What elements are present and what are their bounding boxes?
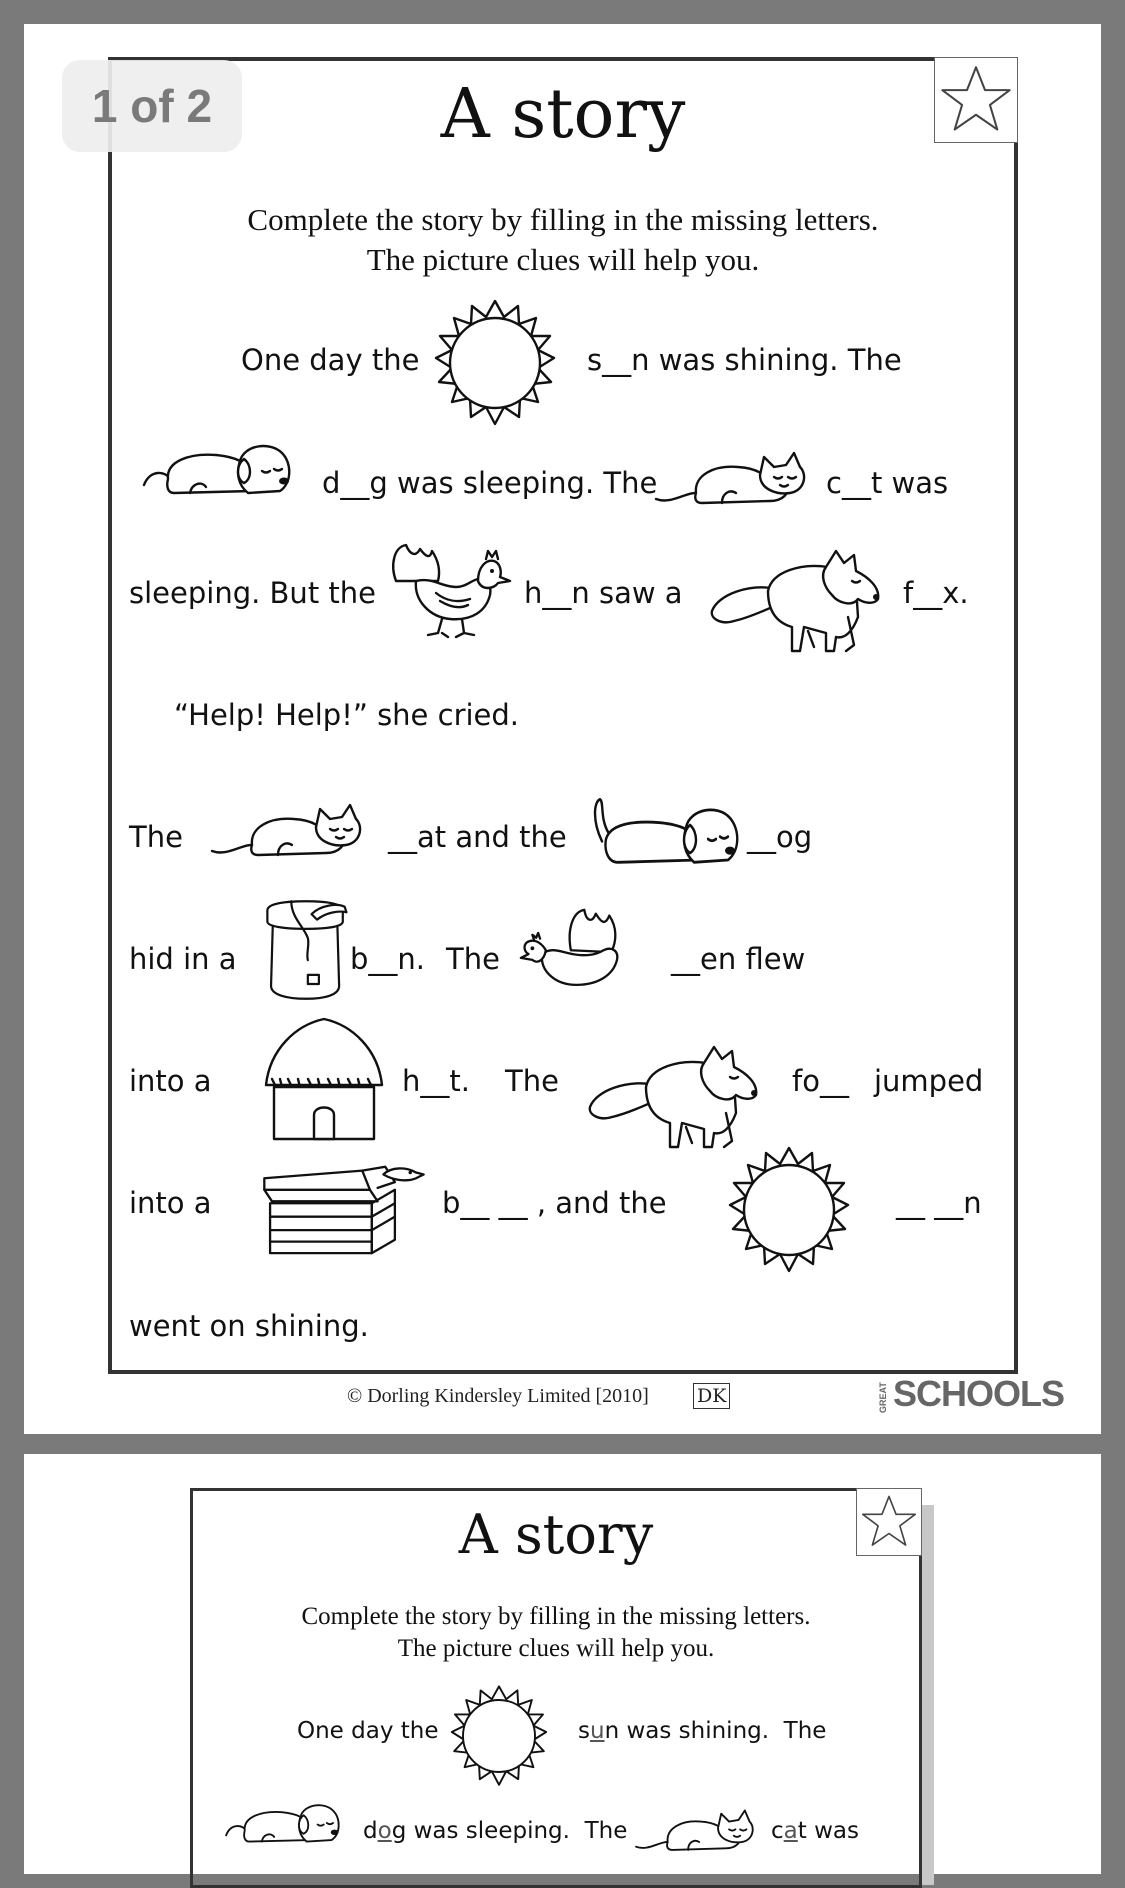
box-icon <box>262 1161 426 1257</box>
answer-worksheet-frame <box>190 1488 922 1888</box>
answer-page-title: A story <box>458 1503 654 1566</box>
dog-icon <box>590 797 750 867</box>
story-text: dog was sleeping. The <box>363 1818 628 1844</box>
sun-icon <box>430 298 560 428</box>
frame-shadow <box>920 1505 934 1885</box>
story-text: d__g was sleeping. The <box>322 466 658 500</box>
story-text: “Help! Help!” she cried. <box>174 698 520 732</box>
cat-icon <box>208 801 368 861</box>
story-text: b__n. <box>350 942 426 976</box>
story-text: The <box>129 820 183 854</box>
story-text: fo__ <box>792 1064 849 1098</box>
filled-letter: a <box>783 1818 798 1844</box>
greatschools-logo: SCHOOLS <box>893 1373 1065 1414</box>
story-text: The <box>505 1064 559 1098</box>
filled-letter: u <box>589 1718 605 1744</box>
story-text: __og <box>747 820 813 854</box>
great-label: GREAT <box>878 1382 888 1413</box>
story-text: __ __n <box>896 1186 982 1220</box>
page-indicator: 1 of 2 <box>62 60 242 152</box>
sun-icon <box>724 1145 854 1275</box>
dog-icon <box>140 439 300 499</box>
story-text: __at and the <box>388 820 567 854</box>
story-text: sun was shining. The <box>578 1718 827 1744</box>
story-text: went on shining. <box>129 1309 369 1343</box>
cat-icon <box>633 1807 759 1855</box>
dk-logo: DK <box>693 1383 730 1409</box>
story-text: c__t was <box>826 466 949 500</box>
instruction-line: The picture clues will help you. <box>366 241 760 277</box>
answer-instructions <box>193 1601 919 1665</box>
story-text: s__n was shining. The <box>587 343 902 377</box>
story-text: f__x. <box>903 576 969 610</box>
fox-icon <box>586 1043 766 1153</box>
story-text: jumped <box>874 1064 984 1098</box>
story-text: into a <box>129 1186 212 1220</box>
copyright-text: © Dorling Kindersley Limited [2010] <box>347 1385 649 1407</box>
hen-icon <box>517 906 642 1006</box>
story-text: __en flew <box>671 942 806 976</box>
filled-letter: o <box>377 1818 392 1844</box>
hen-icon <box>386 541 516 641</box>
cat-icon <box>652 449 812 509</box>
fox-icon <box>708 547 888 657</box>
story-text: hid in a <box>129 942 237 976</box>
story-text: One day the <box>241 343 420 377</box>
sun-icon <box>447 1684 551 1788</box>
story-text: b__ __ , and the <box>442 1186 667 1220</box>
hut-icon <box>258 1015 388 1145</box>
story-text: The <box>446 942 500 976</box>
instructions <box>112 200 1014 279</box>
instruction-line: Complete the story by filling in the missing letters. <box>301 1603 811 1630</box>
story-text: cat was <box>771 1818 859 1844</box>
dog-icon <box>223 1799 347 1847</box>
story-text: h__n saw a <box>524 576 683 610</box>
page-title: A story <box>440 75 686 154</box>
story-text: into a <box>129 1064 212 1098</box>
story-text: sleeping. But the <box>129 576 376 610</box>
instruction-line: Complete the story by filling in the missing letters. <box>247 202 879 237</box>
instruction-line: The picture clues will help you. <box>397 1635 715 1662</box>
bin-icon <box>260 899 352 1001</box>
worksheet-frame <box>108 57 1018 1374</box>
story-text: One day the <box>297 1718 439 1744</box>
story-text: h__t. <box>402 1064 470 1098</box>
